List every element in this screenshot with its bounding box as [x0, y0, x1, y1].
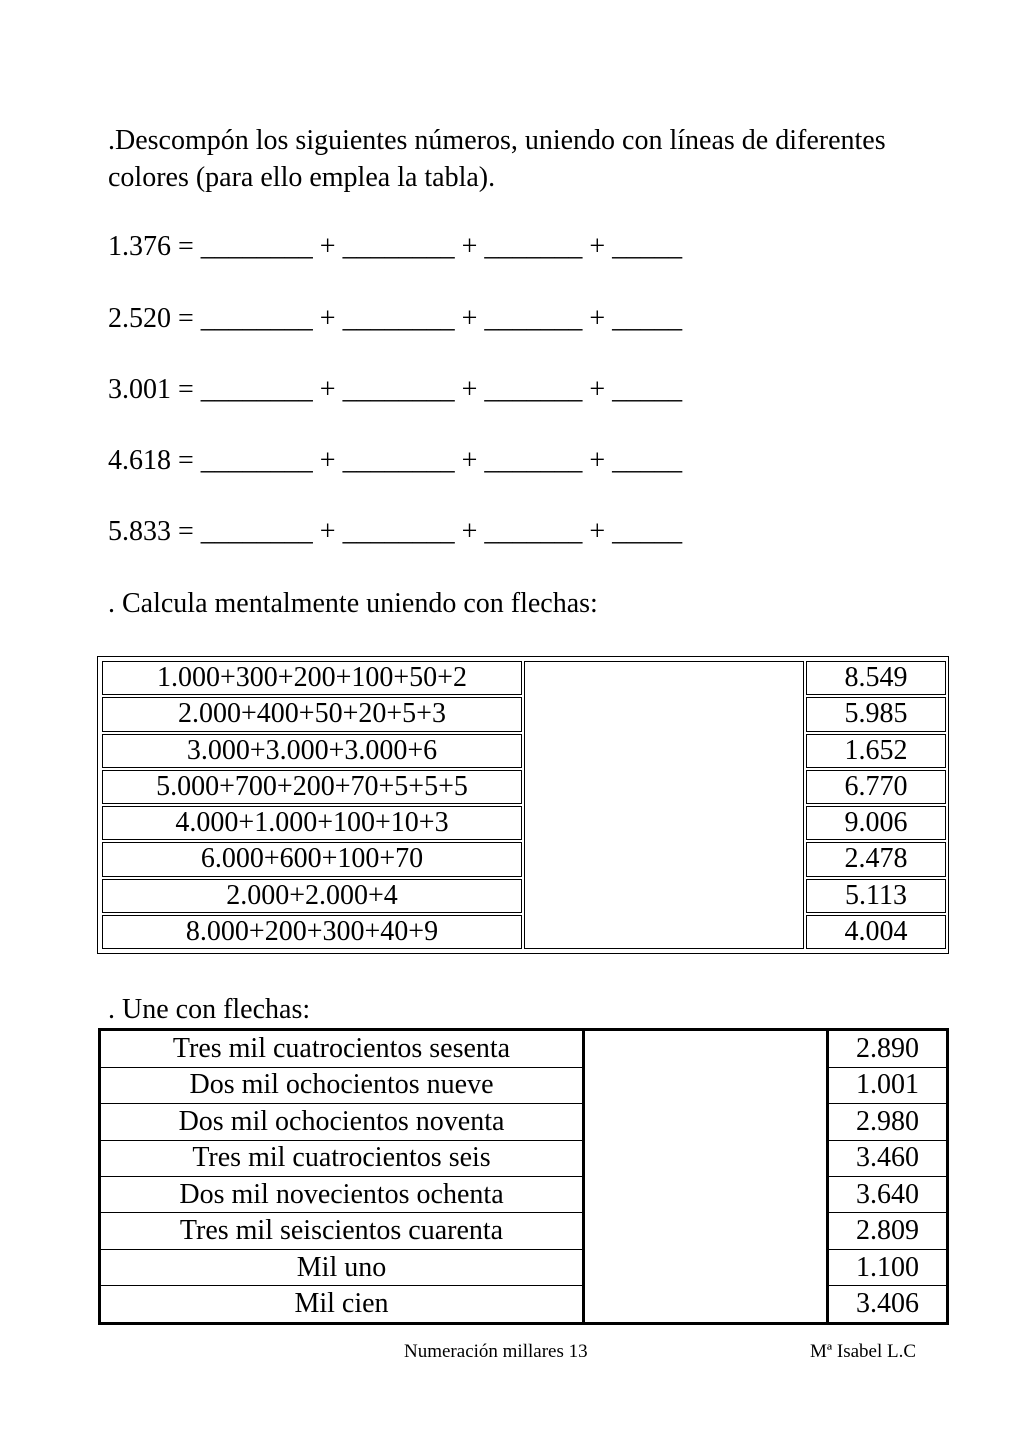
sum-expression: 5.000+700+200+70+5+5+5	[102, 770, 522, 804]
result-value: 5.113	[806, 879, 946, 913]
sum-expression: 4.000+1.000+100+10+3	[102, 806, 522, 840]
equation-1: 1.376 = ________ + ________ + _______ + _____	[108, 231, 683, 262]
equation-3: 3.001 = ________ + ________ + _______ + _____	[108, 374, 683, 405]
result-value: 9.006	[806, 806, 946, 840]
sum-expression: 2.000+400+50+20+5+3	[102, 697, 522, 731]
equation-5: 5.833 = ________ + ________ + _______ + _____	[108, 516, 683, 547]
result-value: 4.004	[806, 915, 946, 949]
number-words: Dos mil ochocientos noventa	[100, 1104, 584, 1140]
number-words: Tres mil cuatrocientos sesenta	[100, 1030, 584, 1068]
arrow-area[interactable]	[584, 1030, 828, 1324]
result-value: 6.770	[806, 770, 946, 804]
number-value: 1.001	[828, 1067, 948, 1103]
number-value: 2.980	[828, 1104, 948, 1140]
result-value: 8.549	[806, 661, 946, 695]
number-words: Tres mil seiscientos cuarenta	[100, 1213, 584, 1249]
match-heading: . Une con flechas:	[108, 994, 311, 1025]
number-value: 2.890	[828, 1030, 948, 1068]
number-words: Mil uno	[100, 1249, 584, 1285]
mental-calc-table	[97, 656, 949, 954]
decompose-instruction: .Descompón los siguientes números, uniendo con líneas de diferentes colores (para ello emplea la tabla).	[108, 125, 886, 193]
number-words: Dos mil ochocientos nueve	[100, 1067, 584, 1103]
equation-4: 4.618 = ________ + ________ + _______ + _____	[108, 445, 683, 476]
word-number-table	[98, 1028, 949, 1325]
sum-expression: 3.000+3.000+3.000+6	[102, 734, 522, 768]
equation-2: 2.520 = ________ + ________ + _______ + _____	[108, 303, 683, 334]
sum-expression: 6.000+600+100+70	[102, 842, 522, 876]
footer-title: Numeración millares 13	[404, 1341, 588, 1362]
table-row	[100, 1030, 948, 1068]
result-value: 1.652	[806, 734, 946, 768]
mental-calc-heading: . Calcula mentalmente uniendo con flechas:	[108, 588, 598, 619]
table-row	[102, 661, 946, 695]
footer-author: Mª Isabel L.C	[810, 1341, 917, 1362]
number-value: 3.640	[828, 1176, 948, 1212]
sum-expression: 8.000+200+300+40+9	[102, 915, 522, 949]
result-value: 2.478	[806, 842, 946, 876]
number-words: Dos mil novecientos ochenta	[100, 1176, 584, 1212]
number-value: 2.809	[828, 1213, 948, 1249]
result-value: 5.985	[806, 697, 946, 731]
number-value: 1.100	[828, 1249, 948, 1285]
sum-expression: 1.000+300+200+100+50+2	[102, 661, 522, 695]
sum-expression: 2.000+2.000+4	[102, 879, 522, 913]
number-value: 3.460	[828, 1140, 948, 1176]
number-words: Mil cien	[100, 1286, 584, 1324]
number-words: Tres mil cuatrocientos seis	[100, 1140, 584, 1176]
number-value: 3.406	[828, 1286, 948, 1324]
arrow-area[interactable]	[524, 661, 804, 949]
